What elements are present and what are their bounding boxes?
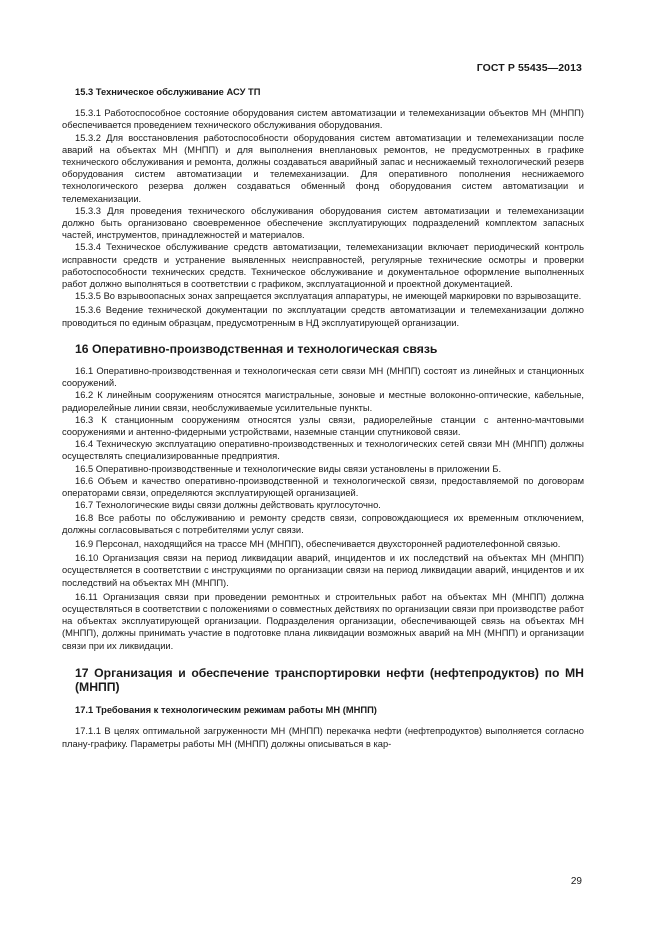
paragraph-15-3-3: 15.3.3 Для проведения технического обслуживания оборудования систем автоматизации и телемеханизации должно быть организовано своевременное обеспечение эксплуатирующих подразделений комплектом запасных частей, инструментов, принадлежностей и материалов.	[62, 205, 584, 241]
paragraph-15-3-1: 15.3.1 Работоспособное состояние оборудования систем автоматизации и телемеханизации объектов МН (МНПП) обеспечивается проведением технического обслуживания оборудования.	[62, 108, 584, 131]
paragraph-16-11: 16.11 Организация связи при проведении ремонтных и строительных работ на объектах МН (МНПП) должна осуществляться в соответствии с положениями о совместных действиях по организации связи при производстве работ на объектах эксплуатирующей организации. Подразделения организации, обеспечивающей связь на объектах МН (МНПП), должны принимать участие в подготовке плана ликвидации возможных аварий на МН (МНПП) и организации связи при их ликвидации.	[62, 591, 584, 651]
paragraph-16-10: 16.10 Организация связи на период ликвидации аварий, инцидентов и их последствий на объектах МН (МНПП) осуществляется в соответствии с инструкциями по организации связи на период ликвидации аварий, инцидентов и их последствий на объектах МН (МНПП).	[62, 553, 584, 588]
heading-15-3: 15.3 Техническое обслуживание АСУ ТП	[75, 87, 261, 97]
paragraph-16-9: 16.9 Персонал, находящийся на трассе МН (МНПП), обеспечивается двухсторонней радиотелефонной связью.	[75, 538, 561, 549]
page-number: 29	[570, 876, 582, 887]
paragraph-15-3-4: 15.3.4 Техническое обслуживание средств автоматизации, телемеханизации включает периодический контроль исправности средств и устранение выявленных неисправностей, регулярные технические осмотры и проверки работоспособности технических средств. Техническое обслуживание и документальное оформление выполненных работ должно выполняться в соответствии с графиком, эксплуатационной и проектной документацией.	[62, 242, 584, 290]
paragraph-16-2: 16.2 К линейным сооружениям относятся магистральные, зоновые и местные волоконно-оптические, кабельные, радиорелейные линии связи, необслуживаемые усилительные пункты.	[62, 390, 584, 413]
paragraph-16-7: 16.7 Технологические виды связи должны действовать круглосуточно.	[75, 500, 381, 511]
standard-designation: ГОСТ Р 55435—2013	[476, 62, 582, 74]
heading-17-1: 17.1 Требования к технологическим режимам работы МН (МНПП)	[75, 705, 377, 716]
paragraph-15-3-5: 15.3.5 Во взрывоопасных зонах запрещается эксплуатация аппаратуры, не имеющей маркировки по взрывозащите.	[75, 291, 582, 302]
page-content	[62, 86, 584, 750]
paragraph-15-3-2: 15.3.2 Для восстановления работоспособности оборудования систем автоматизации и телемеханизации после аварий на объектах МН (МНПП) и для выполнения внеплановых ремонтов, не предусмотренных в графике технического обслуживания и ремонта, должны создаваться аварийный запас и неснижаемый технологический резерв оборудования систем автоматизации и телемеханизации. Для оперативного пополнения неснижаемого технологического резерва должен создаваться обменный фонд оборудования систем автоматизации и телемеханизации.	[62, 132, 584, 204]
paragraph-16-6: 16.6 Объем и качество оперативно-производственной и технологической связи, предоставляемой по договорам операторами связи, определяются эксплуатирующей организацией.	[62, 475, 584, 499]
paragraph-16-1: 16.1 Оперативно-производственная и технологическая сети связи МН (МНПП) состоят из линейных и станционных сооружений.	[62, 366, 584, 389]
paragraph-16-3: 16.3 К станционным сооружениям относятся узлы связи, радиорелейные станции с антенно-мачтовыми сооружениями и антенно-фидерными устройствами, наземные станции спутниковой связи.	[62, 414, 584, 438]
paragraph-16-8: 16.8 Все работы по обслуживанию и ремонту средств связи, сопровождающиеся их временным отключением, должны согласовываться с потребителями услуг связи.	[62, 512, 584, 535]
heading-section-16: 16 Оперативно-производственная и технологическая связь	[75, 341, 438, 356]
paragraph-15-3-6: 15.3.6 Ведение технической документации по эксплуатации средств автоматизации и телемеханизации должно проводиться по единым образцам, предусмотренным в НД эксплуатирующей организации.	[62, 305, 584, 328]
heading-section-17: 17 Организация и обеспечение транспортировки нефти (нефтепродуктов) по МН (МНПП)	[75, 665, 584, 694]
paragraph-17-1-1: 17.1.1 В целях оптимальной загруженности МН (МНПП) перекачка нефти (нефтепродуктов) выполняется согласно плану-графику. Параметры работы МН (МНПП) должны описываться в кар-	[62, 726, 584, 749]
paragraph-16-5: 16.5 Оперативно-производственные и технологические виды связи установлены в приложении Б.	[75, 463, 502, 474]
paragraph-16-4: 16.4 Техническую эксплуатацию оперативно-производственных и технологических сетей связи МН (МНПП) должны осуществлять специализированные предприятия.	[62, 439, 584, 462]
